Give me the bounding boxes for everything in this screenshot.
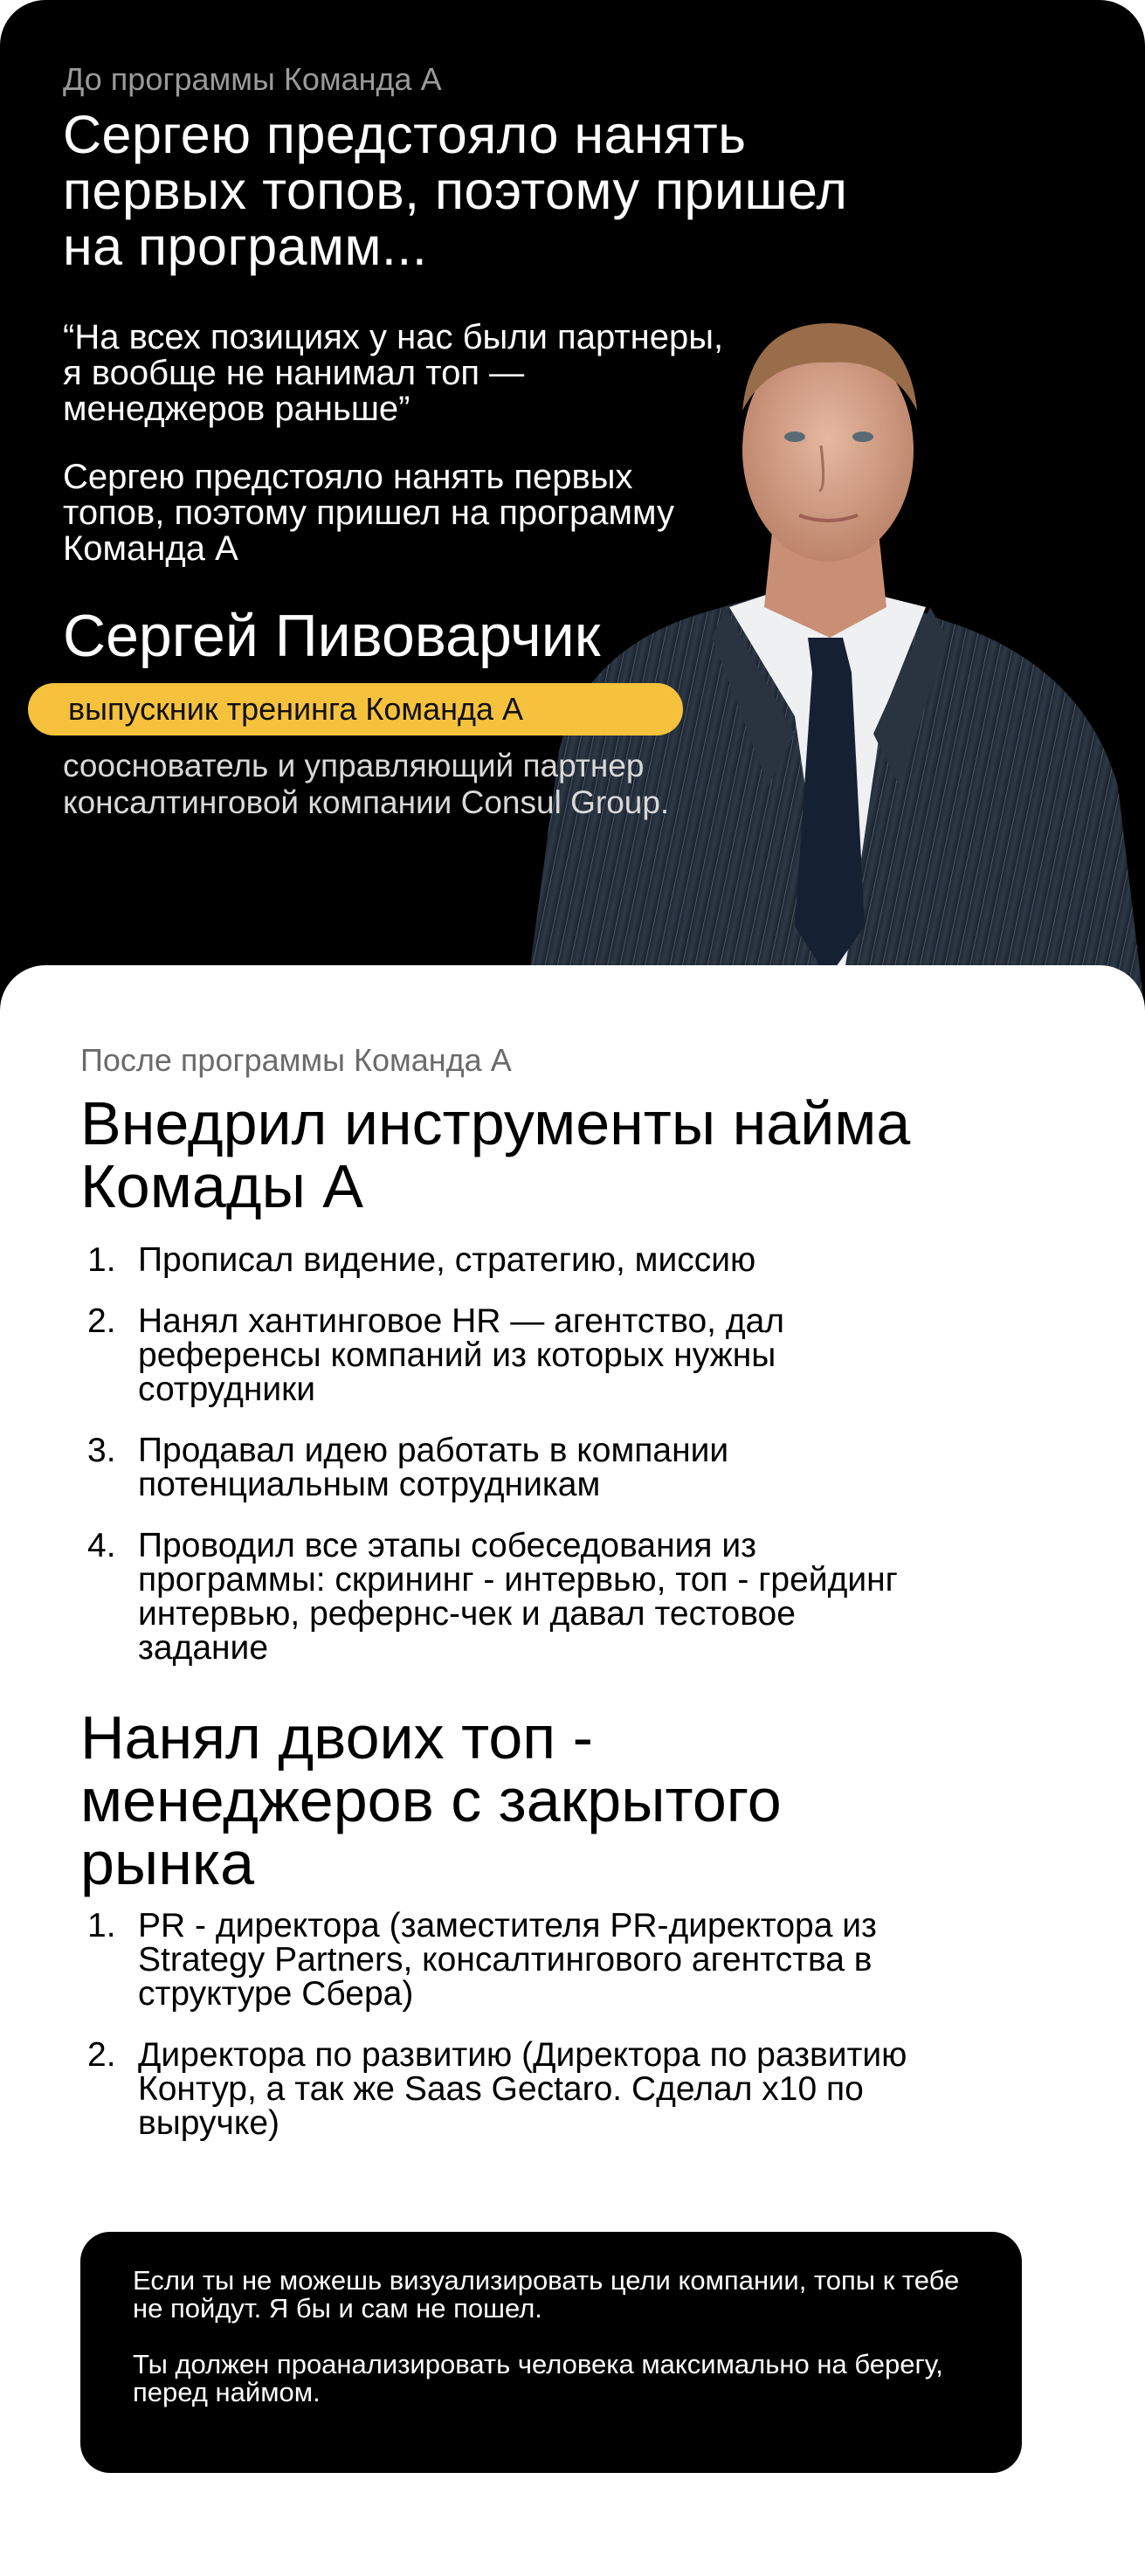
hires-list <box>87 1909 926 2167</box>
tools-list <box>87 1243 926 1692</box>
before-headline: Сергею предстояло нанять первых топов, поэтому пришел на программ... <box>63 105 848 276</box>
list-item: 2. Директора по развитию (Директора по развитию Контур, а так же Saas Gectaro. Сделал х10 по выручке) <box>87 2036 907 2142</box>
portrait-photo <box>507 262 1145 1013</box>
advice-text-2: Ты должен проанализировать человека максимально на берегу, перед наймом. <box>133 2349 943 2407</box>
list-item: 1. Прописал видение, стратегию, миссию <box>87 1241 756 1279</box>
graduate-badge: выпускник тренинга Команда А <box>28 683 683 736</box>
person-role: сооснователь и управляющий партнер консалтинговой компании Consul Group. <box>63 748 670 820</box>
after-section <box>0 965 1145 2576</box>
list-item: 3. Продавал идею работать в компании потенциальным сотрудникам <box>87 1432 729 1503</box>
list-item: 2. Нанял хантинговое HR — агентство, дал референсы компаний из которых нужны сотрудники <box>87 1302 785 1408</box>
list-item: 1. PR - директора (заместителя PR-директора из Strategy Partners, консалтингового агентства в структуре Сбера) <box>87 1907 877 2013</box>
hires-heading: Нанял двоих топ - менеджеров с закрытого рынка <box>80 1703 782 1897</box>
intro-text: Сергею предстояло нанять первых топов, поэтому пришел на программу Команда А <box>63 458 674 568</box>
advice-text-1: Если ты не можешь визуализировать цели компании, топы к тебе не пойдут. Я бы и сам не пошел. <box>133 2265 960 2324</box>
person-name: Сергей Пивоварчик <box>63 603 601 669</box>
advice-box <box>80 2232 1022 2473</box>
after-eyebrow: После программы Команда А <box>80 1042 512 1078</box>
testimonial-quote: “На всех позициях у нас были партнеры, я вообще не нанимал топ — менеджеров раньше” <box>63 318 724 428</box>
tools-heading: Внедрил инструменты найма Комады А <box>80 1089 911 1220</box>
before-eyebrow: До программы Команда А <box>63 61 442 97</box>
list-item: 4. Проводил все этапы собеседования из программы: скрининг - интервью, топ - грейдинг интервью, рефернс-чек и давал тестовое задание <box>87 1527 898 1667</box>
before-section <box>0 0 1145 1013</box>
